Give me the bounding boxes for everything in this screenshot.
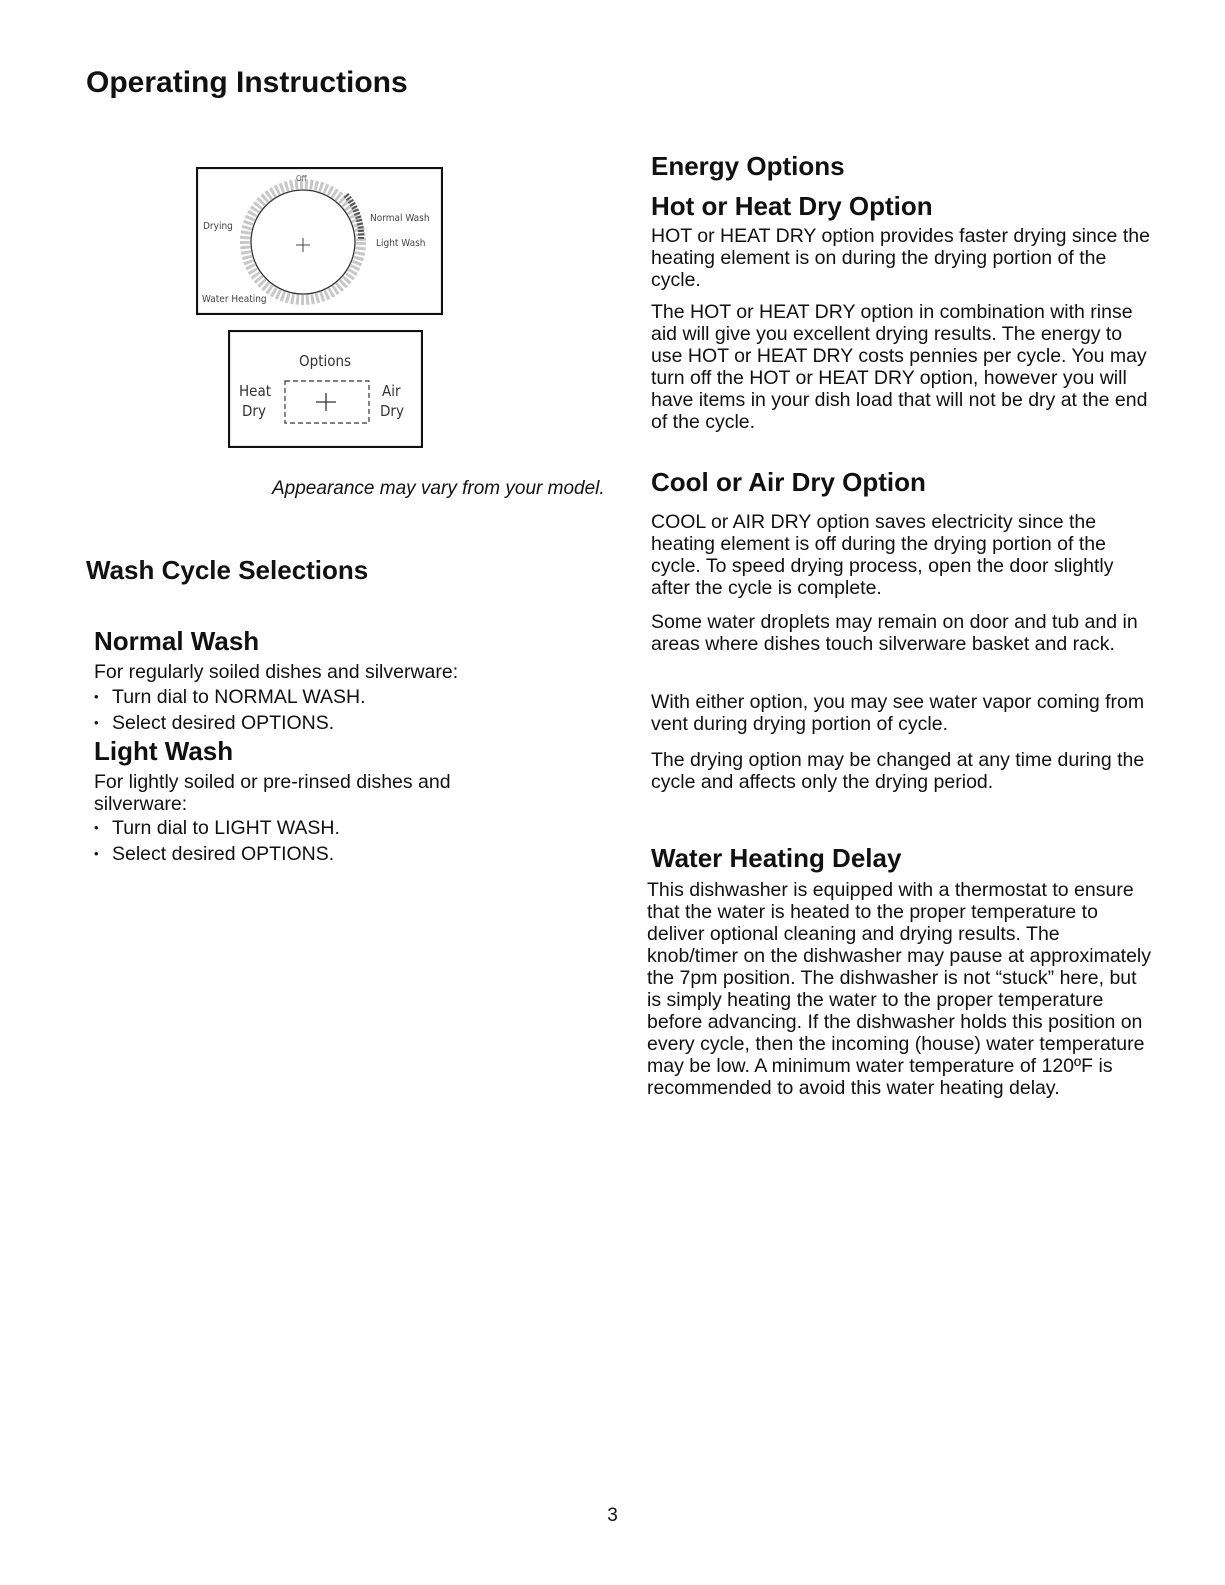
- dial-label-light-wash: Light Wash: [376, 238, 426, 249]
- options-air-dry-label: Dry: [380, 402, 404, 420]
- options-panel-title: Options: [299, 352, 352, 370]
- water-heating-heading: Water Heating Delay: [651, 843, 902, 873]
- cool-dry-paragraph-3: With either option, you may see water vapor coming from vent during drying portion of cycle.: [651, 691, 1145, 735]
- figure-caption: Appearance may vary from your model.: [272, 478, 605, 499]
- hot-dry-heading: Hot or Heat Dry Option: [651, 191, 933, 221]
- list-item: • Turn dial to LIGHT WASH.: [90, 815, 520, 841]
- options-heat-dry-label: Dry: [242, 402, 266, 420]
- options-heat-label: Heat: [239, 382, 272, 400]
- cool-dry-paragraph-1: COOL or AIR DRY option saves electricity since the heating element is off during the drying portion of the cycle. To speed drying process, open the door slightly after the cycle is complete.: [651, 511, 1114, 599]
- options-panel-figure: [228, 330, 423, 448]
- cool-dry-paragraph-4: The drying option may be changed at any time during the cycle and affects only the drying period.: [651, 749, 1145, 793]
- page-number: 3: [607, 1505, 618, 1526]
- hot-dry-paragraph-1: HOT or HEAT DRY option provides faster drying since the heating element is on during the drying portion of the cycle.: [651, 225, 1150, 291]
- list-item: • Turn dial to NORMAL WASH.: [90, 684, 520, 710]
- light-wash-heading: Light Wash: [94, 736, 234, 766]
- light-wash-steps: [90, 815, 520, 867]
- wash-cycle-heading: Wash Cycle Selections: [86, 555, 369, 585]
- cool-dry-heading: Cool or Air Dry Option: [651, 467, 926, 497]
- energy-options-heading: Energy Options: [651, 151, 845, 181]
- page-title: Operating Instructions: [86, 66, 408, 99]
- dial-label-water-heating: Water Heating: [202, 294, 267, 305]
- dial-label-drying: Drying: [203, 221, 233, 232]
- dial-label-off: Off: [296, 174, 307, 183]
- dial-label-normal-wash: Normal Wash: [370, 213, 430, 224]
- normal-wash-intro: For regularly soiled dishes and silverware:: [94, 661, 459, 683]
- light-wash-intro: For lightly soiled or pre-rinsed dishes and silverware:: [94, 771, 451, 815]
- normal-wash-heading: Normal Wash: [94, 626, 260, 656]
- cool-dry-paragraph-2: Some water droplets may remain on door and tub and in areas where dishes touch silverware basket and rack.: [651, 611, 1138, 655]
- options-air-label: Air: [382, 382, 401, 400]
- water-heating-paragraph: This dishwasher is equipped with a thermostat to ensure that the water is heated to the proper temperature to deliver optional cleaning and drying results. The knob/timer on the dishwasher may pause at approximately the 7pm position. The dishwasher is not “stuck” here, but is simply heating the water to the proper temperature before advancing. If the dishwasher holds this position on every cycle, then the incoming (house) water temperature may be low. A minimum water temperature of 120ºF is recommended to avoid this water heating delay.: [647, 879, 1152, 1099]
- dial-figure: [196, 167, 443, 315]
- list-item: • Select desired OPTIONS.: [90, 710, 520, 736]
- hot-dry-paragraph-2: The HOT or HEAT DRY option in combination with rinse aid will give you excellent drying results. The energy to use HOT or HEAT DRY costs pennies per cycle. You may turn off the HOT or HEAT DRY option, however you will have items in your dish load that will not be dry at the end of the cycle.: [651, 301, 1148, 433]
- list-item: • Select desired OPTIONS.: [90, 841, 520, 867]
- normal-wash-steps: [90, 684, 520, 736]
